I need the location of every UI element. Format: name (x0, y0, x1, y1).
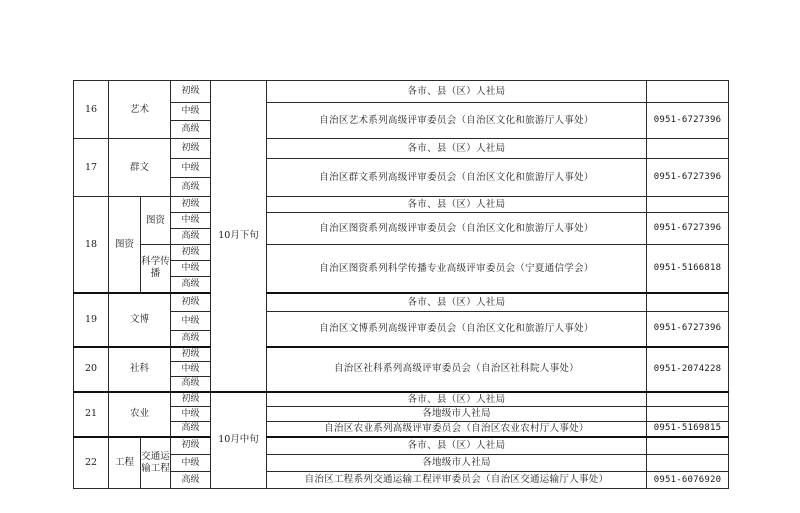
table-row (74, 437, 729, 455)
evaluation-schedule-table (73, 80, 729, 489)
level-cell: 初级 (171, 197, 211, 213)
agency-cell: 各市、县（区）人社局 (267, 293, 647, 312)
level-cell: 初级 (171, 81, 211, 103)
phone-cell (647, 455, 729, 472)
level-cell: 初级 (171, 437, 211, 455)
phone-cell: 0951-6727396 (647, 213, 729, 245)
table-row (74, 197, 729, 213)
table-row (74, 81, 729, 103)
phone-cell (647, 139, 729, 159)
agency-cell: 自治区艺术系列高级评审委员会（自治区文化和旅游厅人事处） (267, 103, 647, 139)
agency-cell: 各市、县（区）人社局 (267, 197, 647, 213)
phone-cell (647, 197, 729, 213)
phone-cell (647, 81, 729, 103)
phone-cell: 0951-5169815 (647, 422, 729, 437)
subcategory-cell: 科学传播 (141, 245, 171, 293)
agency-cell: 各地级市人社局 (267, 407, 647, 422)
agency-cell: 各市、县（区）人社局 (267, 392, 647, 407)
row-number: 16 (74, 81, 109, 139)
table-row (74, 245, 729, 261)
phone-cell: 0951-6076920 (647, 472, 729, 489)
table-row (74, 422, 729, 437)
level-cell: 高级 (171, 178, 211, 197)
category-cell: 工程 (109, 437, 141, 489)
phone-cell (647, 293, 729, 312)
phone-cell: 0951-6727396 (647, 159, 729, 197)
row-number: 20 (74, 347, 109, 392)
category-cell: 群文 (109, 139, 171, 197)
time-cell: 10月中旬 (211, 392, 267, 489)
level-cell: 中级 (171, 261, 211, 277)
table-row (74, 392, 729, 407)
phone-cell: 0951-5166818 (647, 245, 729, 293)
agency-cell: 自治区群文系列高级评审委员会（自治区文化和旅游厅人事处） (267, 159, 647, 197)
subcategory-cell: 图资 (141, 197, 171, 245)
level-cell: 初级 (171, 347, 211, 362)
table-row (74, 139, 729, 159)
level-cell: 高级 (171, 331, 211, 347)
table-row (74, 293, 729, 312)
level-cell: 中级 (171, 159, 211, 178)
level-cell: 初级 (171, 139, 211, 159)
category-cell: 艺术 (109, 81, 171, 139)
table-row (74, 347, 729, 362)
agency-cell: 自治区文博系列高级评审委员会（自治区文化和旅游厅人事处） (267, 312, 647, 347)
table-row (74, 159, 729, 178)
agency-cell: 自治区图资系列高级评审委员会（自治区文化和旅游厅人事处） (267, 213, 647, 245)
category-cell: 社科 (109, 347, 171, 392)
table-row (74, 213, 729, 229)
level-cell: 中级 (171, 455, 211, 472)
level-cell: 高级 (171, 229, 211, 245)
level-cell: 高级 (171, 121, 211, 139)
category-cell: 农业 (109, 392, 171, 437)
row-number: 17 (74, 139, 109, 197)
level-cell: 中级 (171, 103, 211, 121)
level-cell: 高级 (171, 472, 211, 489)
level-cell: 中级 (171, 213, 211, 229)
level-cell: 高级 (171, 422, 211, 437)
phone-cell (647, 392, 729, 407)
table-row (74, 472, 729, 489)
agency-cell: 自治区工程系列交通运输工程评审委员会（自治区交通运输厅人事处） (267, 472, 647, 489)
level-cell: 初级 (171, 392, 211, 407)
agency-cell: 自治区图资系列科学传播专业高级评审委员会（宁夏通信学会） (267, 245, 647, 293)
row-number: 22 (74, 437, 109, 489)
table-row (74, 455, 729, 472)
phone-cell (647, 437, 729, 455)
category-cell: 图资 (109, 197, 141, 293)
agency-cell: 自治区社科系列高级评审委员会（自治区社科院人事处） (267, 347, 647, 392)
agency-cell: 各市、县（区）人社局 (267, 437, 647, 455)
phone-cell: 0951-6727396 (647, 312, 729, 347)
level-cell: 高级 (171, 377, 211, 392)
level-cell: 高级 (171, 277, 211, 293)
phone-cell (647, 407, 729, 422)
time-cell: 10月下旬 (211, 81, 267, 392)
table-row (74, 103, 729, 121)
agency-cell: 各地级市人社局 (267, 455, 647, 472)
phone-cell: 0951-2074228 (647, 347, 729, 392)
category-cell: 文博 (109, 293, 171, 347)
level-cell: 初级 (171, 245, 211, 261)
level-cell: 中级 (171, 362, 211, 377)
table-row (74, 407, 729, 422)
agency-cell: 各市、县（区）人社局 (267, 81, 647, 103)
row-number: 18 (74, 197, 109, 293)
row-number: 19 (74, 293, 109, 347)
table-row (74, 312, 729, 331)
level-cell: 初级 (171, 293, 211, 312)
agency-cell: 自治区农业系列高级评审委员会（自治区农业农村厅人事处） (267, 422, 647, 437)
subcategory-cell: 交通运输工程 (141, 437, 171, 489)
level-cell: 中级 (171, 312, 211, 331)
row-number: 21 (74, 392, 109, 437)
agency-cell: 各市、县（区）人社局 (267, 139, 647, 159)
level-cell: 中级 (171, 407, 211, 422)
phone-cell: 0951-6727396 (647, 103, 729, 139)
